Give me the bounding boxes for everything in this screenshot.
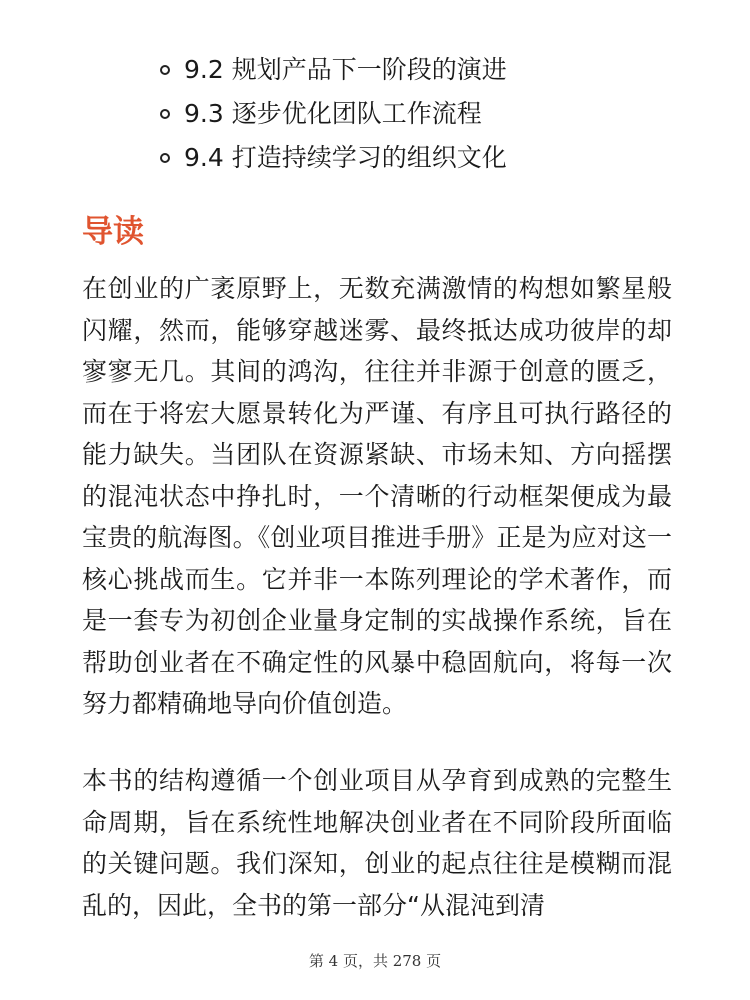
toc-item[interactable] <box>160 92 507 136</box>
toc-item[interactable] <box>160 48 507 92</box>
toc-item-label: 9.4 打造持续学习的组织文化 <box>184 143 507 172</box>
section-title: 导读 <box>82 214 144 250</box>
hollow-circle-bullet-icon <box>160 65 170 75</box>
toc-item-label: 9.3 逐步优化团队工作流程 <box>184 99 482 128</box>
hollow-circle-bullet-icon <box>160 109 170 119</box>
toc-list <box>160 48 507 180</box>
body-paragraph: 在创业的广袤原野上，无数充满激情的构想如繁星般闪耀，然而，能够穿越迷雾、最终抵达成功彼岸的却寥寥无几。其间的鸿沟，往往并非源于创意的匮乏，而在于将宏大愿景转化为严谨、有序且可执行路径的能力缺失。当团队在资源紧缺、市场未知、方向摇摆的混沌状态中挣扎时，一个清晰的行动框架便成为最宝贵的航海图。《创业项目推进手册》正是为应对这一核心挑战而生。它并非一本陈列理论的学术著作，而是一套专为初创企业量身定制的实战操作系统，旨在帮助创业者在不确定性的风暴中稳固航向，将每一次努力都精确地导向价值创造。 <box>82 274 672 718</box>
hollow-circle-bullet-icon <box>160 153 170 163</box>
body-paragraph: 本书的结构遵循一个创业项目从孕育到成熟的完整生命周期，旨在系统性地解决创业者在不同阶段所面临的关键问题。我们深知，创业的起点往往是模糊而混乱的，因此，全书的第一部分“从混沌到清 <box>82 766 672 920</box>
page-number: 第 4 页，共 278 页 <box>308 952 442 970</box>
toc-item[interactable] <box>160 136 507 180</box>
toc-item-label: 9.2 规划产品下一阶段的演进 <box>184 55 507 84</box>
